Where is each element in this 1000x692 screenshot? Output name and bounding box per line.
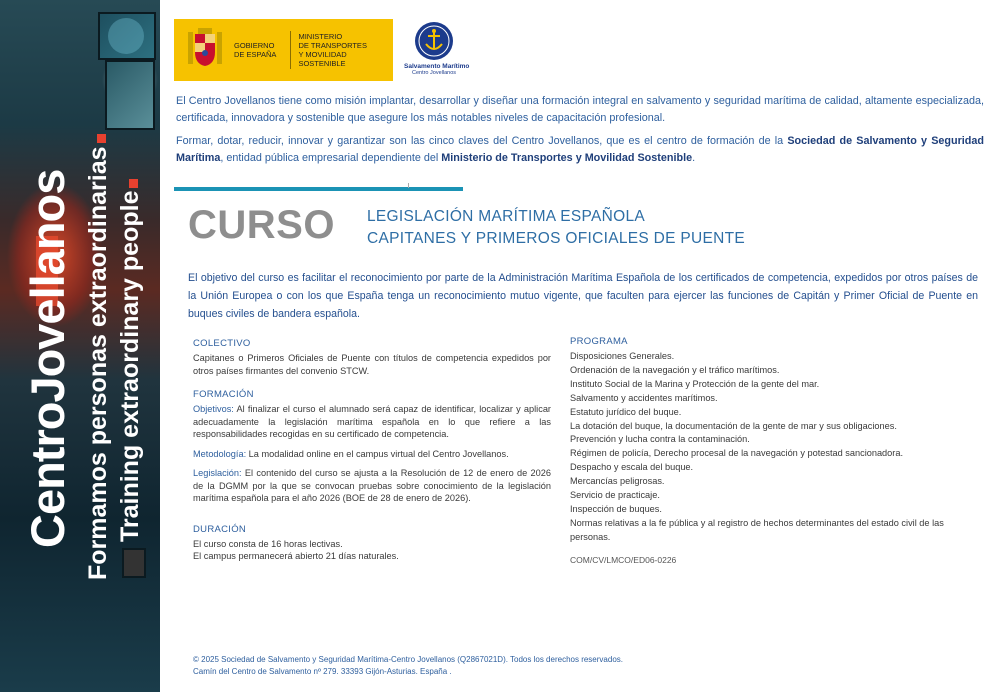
ministerio-text: MINISTERIO DE TRANSPORTES Y MOVILIDAD SOSTENIBLE	[298, 32, 367, 68]
programa-item: Normas relativas a la fe pública y al registro de hechos determinantes del estado civil de las personas.	[570, 517, 944, 542]
logo-divider	[290, 31, 291, 69]
programa-item: Mercancías peligrosas.	[570, 476, 665, 487]
sm-logo-sub: Centro Jovellanos	[411, 70, 457, 76]
gobierno-text: GOBIERNO DE ESPAÑA	[234, 41, 277, 59]
right-column	[570, 336, 970, 565]
tagline-en: Training extraordinary people	[116, 179, 145, 542]
course-title: LEGISLACIÓN MARÍTIMA ESPAÑOLA CAPITANES Y PRIMEROS OFICIALES DE PUENTE	[367, 208, 746, 247]
salvamento-maritimo-logo	[404, 22, 470, 80]
colectivo-heading: COLECTIVO	[193, 338, 251, 349]
duracion-heading: DURACIÓN	[193, 523, 247, 535]
radar-glow	[108, 18, 144, 54]
programa-item: Régimen de policía, Derecho procesal de la navegación y potestad sancionadora.	[570, 448, 904, 459]
tagline-es: Formamos personas extraordinarias	[84, 135, 113, 581]
programa-item: Inspección de buques.	[570, 503, 662, 514]
legislacion-text: Legislación: El contenido del curso se ajusta a la Resolución de 12 de enero de 2026 de la DGMM por la que se convocan pruebas sobre conocimiento de la legislación marítima española para el año 2026 (BOE de 28 de enero de 2026).	[193, 468, 551, 503]
left-column	[193, 338, 551, 563]
course-objective: El objetivo del curso es facilitar el reconocimiento por parte de la Administración Marítima Española de los certificados de competencia, expedidos por otros países de la Unión Europea o con los que España tenga un reconocimiento mutuo vigente, que faculten para ejercer las funciones de Capitán y Primer Oficial de Puente en buques civiles de bandera española.	[188, 272, 978, 320]
gobierno-logo	[174, 19, 393, 81]
console-image	[122, 548, 146, 578]
intro-paragraph-mission: El Centro Jovellanos tiene como misión implantar, desarrollar y diseñar una formación integral en salvamento y seguridad marítima de calidad, altamente especializada, certificada, innovadora y sostenible que asegure los más notables niveles de capacitación profesional.	[176, 95, 984, 124]
programa-item: Servicio de practicaje.	[570, 490, 660, 501]
accent-dot	[129, 179, 138, 188]
side-photo-band	[0, 0, 160, 692]
programa-item: Instituto Social de la Marina y Protección de la gente del mar.	[570, 378, 820, 389]
footer-copyright: © 2025 Sociedad de Salvamento y Seguridad Marítima-Centro Jovellanos (Q2867021D). Todos los derechos reservados.	[193, 655, 623, 664]
section-divider	[174, 187, 463, 191]
programa-item: Despacho y escala del buque.	[570, 462, 694, 473]
colectivo-text: Capitanes o Primeros Oficiales de Puente con títulos de competencia expedidos por otros países firmantes del convenio STCW.	[193, 353, 551, 376]
duracion-line: El curso consta de 16 horas lectivas.	[193, 538, 343, 549]
course-code: COM/CV/LMCO/ED06-0226	[570, 554, 677, 565]
programa-item: La dotación del buque, la documentación de la gente de mar y sus obligaciones.	[570, 420, 897, 431]
programa-item: Disposiciones Generales.	[570, 351, 675, 361]
bridge-screen-image	[105, 60, 155, 130]
anchor-emblem-icon	[415, 22, 453, 60]
programa-item: Estatuto jurídico del buque.	[570, 406, 682, 417]
footer-address: Camín del Centro de Salvamento nº 279. 33393 Gijón-Asturias. España .	[193, 667, 452, 676]
programa-item: Prevención y lucha contra la contaminación.	[570, 434, 750, 445]
programa-item: Ordenación de la navegación y el tráfico marítimos.	[570, 364, 780, 375]
accent-dot	[97, 135, 106, 144]
brand-vertical-text: CentroJovellanos	[21, 169, 74, 548]
curso-label: CURSO	[188, 203, 335, 247]
intro-paragraph-keys: Formar, dotar, reducir, innovar y garantizar son las cinco claves del Centro Jovellanos, que es el centro de formación de la Sociedad de Salvamento y Seguridad Marítima, entidad pública empresarial dependiente del Ministerio de Transportes y Movilidad Sostenible.	[176, 135, 984, 164]
programa-heading: PROGRAMA	[570, 336, 628, 347]
sm-logo-name: Salvamento Marítimo	[404, 63, 470, 70]
objetivos-text: Objetivos: Al finalizar el curso el alumnado será capaz de identificar, localizar y aplicar adecuadamente la legislación marítima española en lo que refiere a las responsabilidades recogidas en su certificado de competencia.	[193, 404, 551, 439]
footer	[193, 654, 623, 678]
divider-tick	[408, 183, 409, 188]
programa-list	[570, 350, 970, 545]
coat-of-arms-icon	[184, 26, 226, 74]
programa-item: Salvamento y accidentes marítimos.	[570, 392, 718, 403]
formacion-heading: FORMACIÓN	[193, 389, 254, 400]
duracion-line: El campus permanecerá abierto 21 días naturales.	[193, 551, 399, 561]
metodologia-text: Metodología: La modalidad online en el campus virtual del Centro Jovellanos.	[193, 448, 509, 459]
